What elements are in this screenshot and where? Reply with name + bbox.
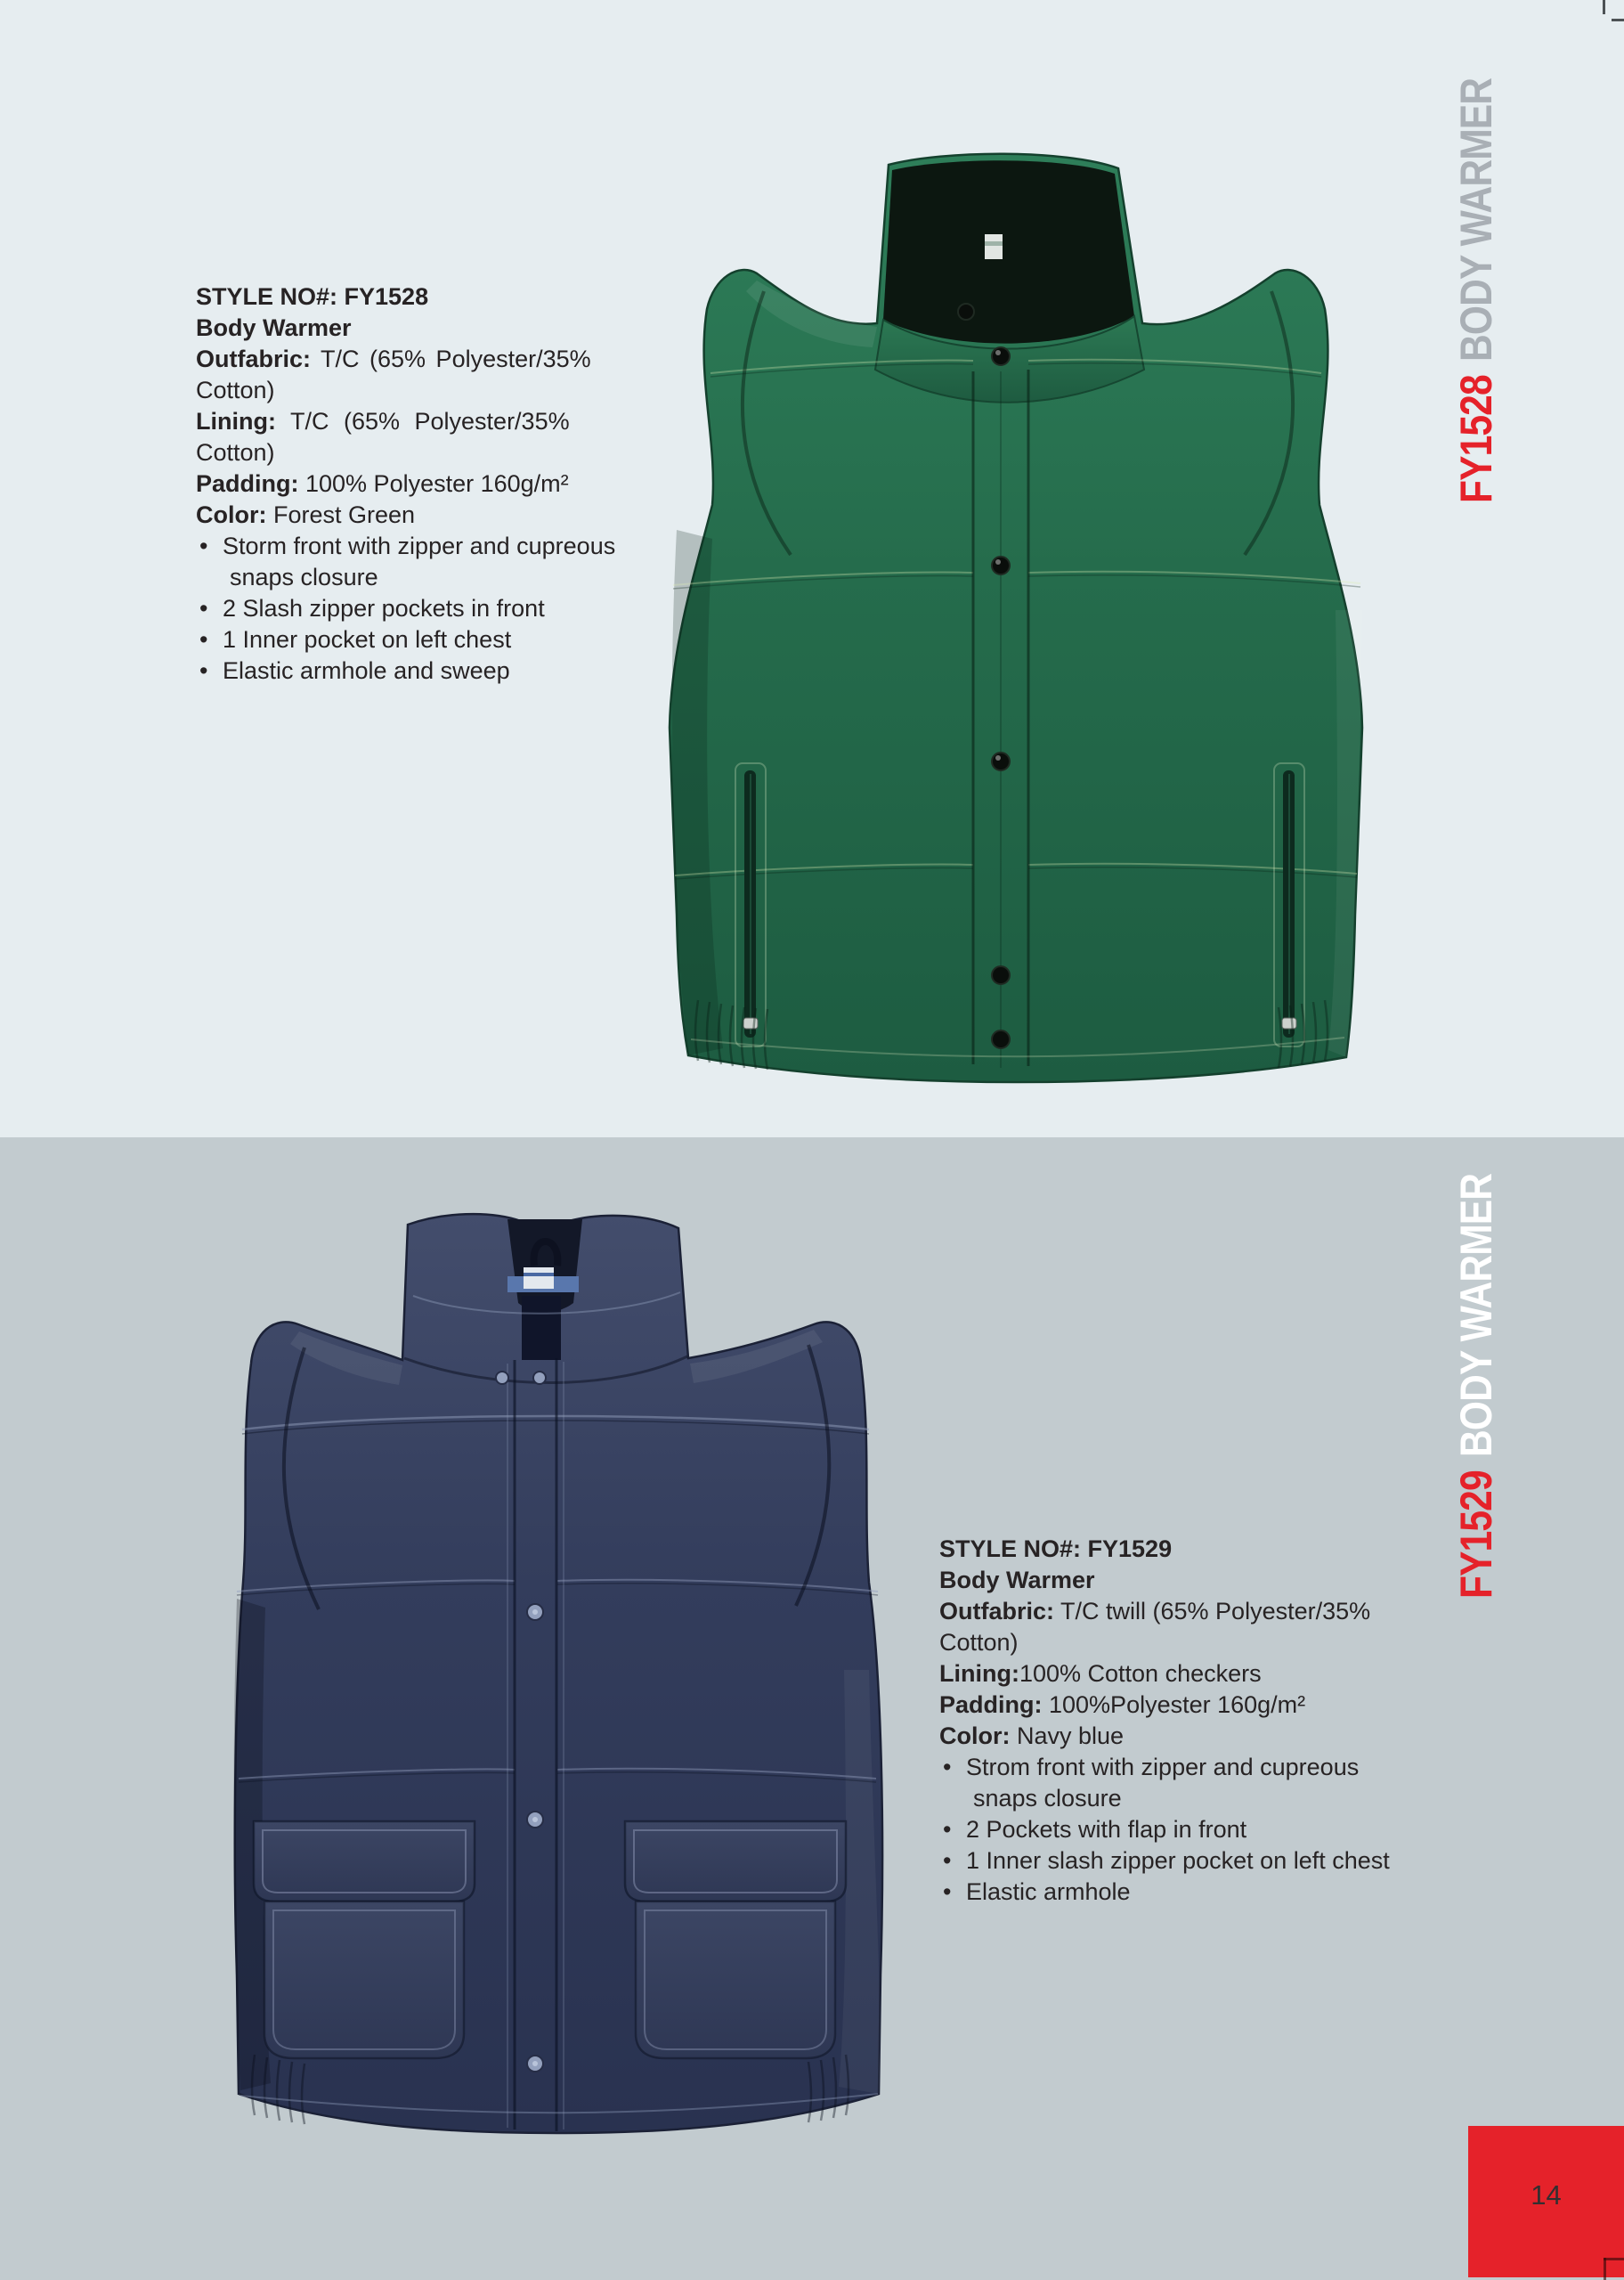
corner-mark-icon xyxy=(1604,2258,1606,2280)
side-label-fy1529 xyxy=(1448,1173,1505,1599)
spec-block-fy1529 xyxy=(939,1534,1390,1908)
feature-item: • Storm front with zipper and cupreous snaps closure xyxy=(196,531,614,593)
lining-line: Lining:100% Cotton checkers xyxy=(939,1660,1262,1687)
section-fy1528 xyxy=(0,0,1624,1137)
color-line: Color: Forest Green xyxy=(196,501,416,528)
padding-line: Padding: 100% Polyester 160g/m² xyxy=(196,470,569,497)
green-vest-photo xyxy=(659,147,1376,1091)
side-label-title: BODY WARMER xyxy=(1451,77,1501,362)
collar-tag xyxy=(524,1267,554,1289)
side-label-code: FY1528 xyxy=(1451,375,1501,503)
section-fy1529 xyxy=(0,1137,1624,2280)
feature-item: • 2 Slash zipper pockets in front xyxy=(196,593,614,624)
feature-item: • 1 Inner pocket on left chest xyxy=(196,624,614,656)
style-no-line: STYLE NO#: FY1528 xyxy=(196,283,429,310)
collar-tag xyxy=(985,234,1003,259)
outfabric-line: Outfabric: T/C (65% Polyester/35% xyxy=(196,346,591,372)
padding-line: Padding: 100%Polyester 160g/m² xyxy=(939,1691,1306,1718)
crop-mark-icon xyxy=(1612,19,1624,21)
feature-item: • 2 Pockets with flap in front xyxy=(939,1814,1384,1845)
side-label-code: FY1529 xyxy=(1451,1470,1501,1599)
feature-item: • Elastic armhole xyxy=(939,1877,1384,1908)
side-label-fy1528 xyxy=(1448,77,1505,503)
feature-item: • 1 Inner slash zipper pocket on left chest xyxy=(939,1845,1384,1877)
navy-vest-photo xyxy=(214,1207,899,2195)
outfabric-line-cont: Cotton) xyxy=(196,377,275,403)
page-number-badge xyxy=(1468,2126,1624,2277)
product-name-line: Body Warmer xyxy=(939,1567,1095,1593)
color-line: Color: Navy blue xyxy=(939,1722,1125,1749)
crop-mark-icon xyxy=(1603,0,1605,14)
style-no-line: STYLE NO#: FY1529 xyxy=(939,1535,1173,1562)
lining-line: Lining: T/C (65% Polyester/35% xyxy=(196,408,570,435)
spec-block-fy1528 xyxy=(196,281,614,687)
feature-item: • Strom front with zipper and cupreous snaps closure xyxy=(939,1752,1384,1814)
vest-collar xyxy=(875,160,1144,403)
lining-line-cont: Cotton) xyxy=(196,439,275,466)
outfabric-line: Outfabric: T/C twill (65% Polyester/35% xyxy=(939,1598,1371,1624)
page-number: 14 xyxy=(1531,2179,1562,2211)
side-label-title: BODY WARMER xyxy=(1451,1173,1501,1457)
outfabric-line-cont: Cotton) xyxy=(939,1629,1019,1656)
corner-mark-icon xyxy=(1604,2258,1624,2260)
feature-item: • Elastic armhole and sweep xyxy=(196,656,614,687)
product-name-line: Body Warmer xyxy=(196,314,352,341)
